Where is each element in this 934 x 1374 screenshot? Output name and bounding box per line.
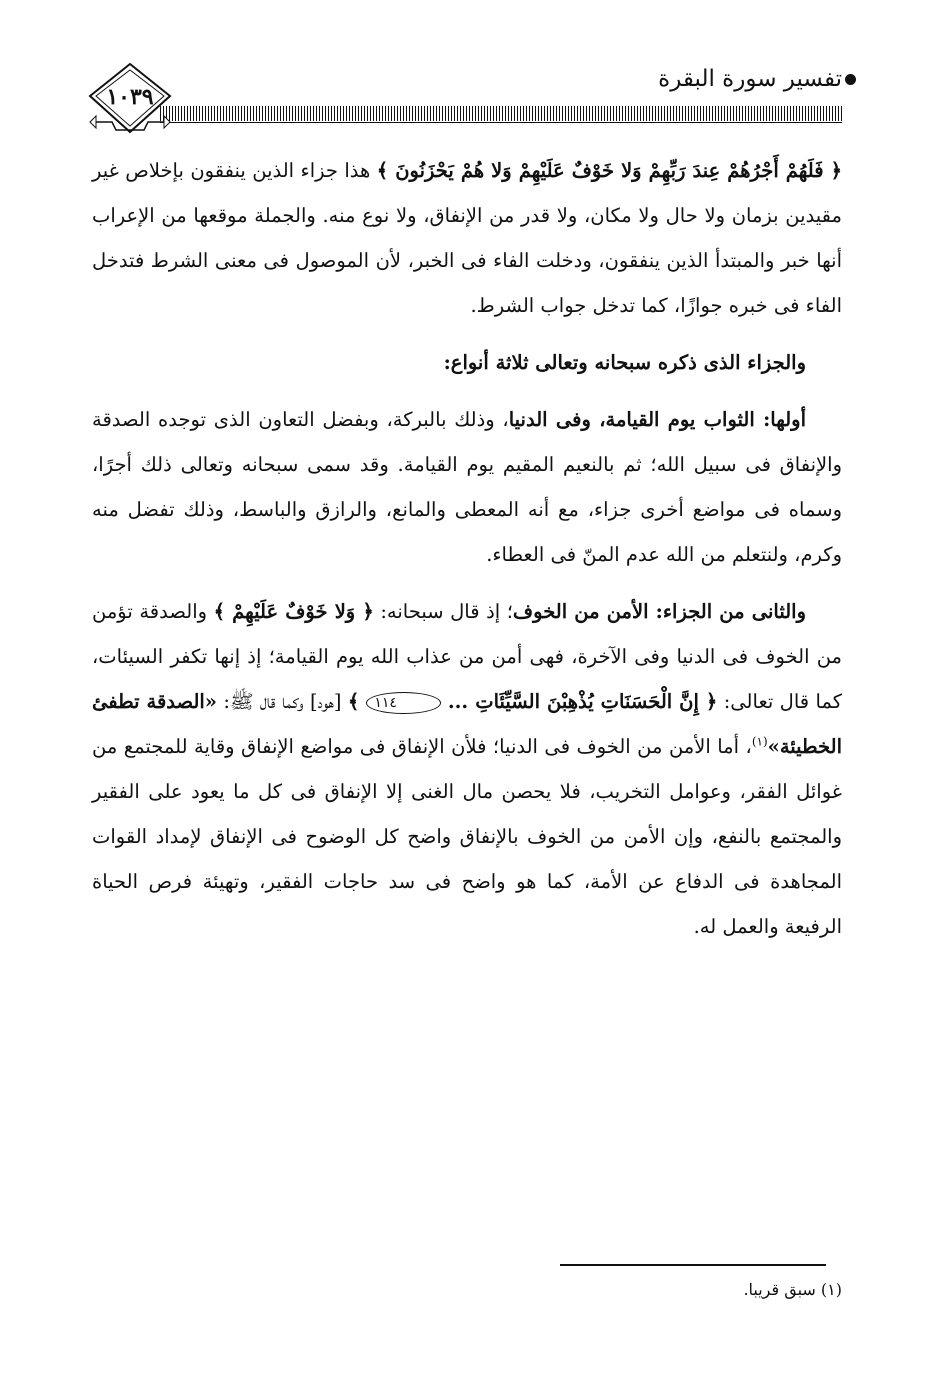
footnote-marker: (١) <box>751 734 768 749</box>
header-rule <box>160 106 842 121</box>
paragraph-lead: أولها: الثواب يوم القيامة، وفى الدنيا <box>508 408 806 431</box>
quran-quote: ﴿ وَلا خَوْفٌ عَلَيْهِمْ ﴾ <box>213 600 374 623</box>
paragraph-text: ، أما الأمن من الخوف فى الدنيا؛ فلأن الإنفاق فى مواضع الإنفاق وقاية للمجتمع من غوائل الفقر، وعوامل التخريب، فلا يحصن مال الغنى إلا الإنفاق فى كل ما يعود على الفقير والمجتمع بالنفع، وإن الأمن من الخوف بالإنفاق واضح كل الوضوح فى الإنفاق لإمداد القوات المجاهدة فى الدفاع عن الأمة، كما هو واضح فى سد حاجات الفقير، وتهيئة فرص الحياة الرفيعة والعمل له. <box>92 735 842 938</box>
paragraph-text: ؛ إذ قال سبحانه: <box>373 600 513 623</box>
hadith-quote: «الصدقة تطفئ الخطيئة» <box>92 690 842 758</box>
paragraph-text: هذا جزاء الذين ينفقون بإخلاص غير مقيدين بزمان ولا حال ولا مكان، ولا قدر من الإنفاق، ولا نوع منه. والجملة موقعها من الإعراب أنها خبر والمبتدأ الذين ينفقون، ودخلت الفاء فى الخبر، لأن الموصول فى معنى الشرط فتدخل الفاء فى خبره جوازًا، كما تدخل جواب الشرط. <box>92 159 842 317</box>
paragraph-3 <box>92 589 842 949</box>
ayah-number-badge: ١١٤ <box>366 692 441 714</box>
page-header <box>0 0 934 150</box>
paragraph-text: [هود] وكما قال ﷺ: <box>217 690 348 713</box>
footnote-divider <box>560 1264 826 1266</box>
title-ornament-icon <box>845 74 856 85</box>
quran-quote: ﴿ فَلَهُمْ أَجْرُهُمْ عِندَ رَبِّهِمْ وَلا خَوْفٌ عَلَيْهِمْ وَلا هُمْ يَحْزَنُونَ ﴾ <box>376 159 842 182</box>
quran-quote-end: ﴾ <box>347 690 367 713</box>
footnote: (١) سبق قريبا. <box>743 1280 842 1299</box>
paragraph-text: ، وذلك بالبركة، وبفضل التعاون الذى توجده الصدقة والإنفاق فى سبيل الله؛ ثم بالنعيم المقيم يوم القيامة. وقد سمى سبحانه وتعالى ذلك أجرًا، وسماه فى مواضع أخرى جزاء، مع أنه المعطى والمانع، والرازق والباسط، وذلك تفضل منه وكرم، ولنتعلم من الله عدم المنّ فى العطاء. <box>92 408 842 566</box>
quran-quote: ﴿ إِنَّ الْحَسَنَاتِ يُذْهِبْنَ السَّيِّئَاتِ ... <box>440 690 718 713</box>
page-body <box>92 148 842 949</box>
paragraph-2 <box>92 397 842 577</box>
page-title: تفسير سورة البقرة <box>658 66 842 92</box>
paragraph-lead: والثانى من الجزاء: الأمن من الخوف <box>512 600 807 623</box>
paragraph-text: والصدقة تؤمن من الخوف فى الدنيا وفى الآخرة، فهى أمن من عذاب الله يوم القيامة؛ إذ إنها تكفر السيئات، كما قال تعالى: <box>92 600 842 713</box>
paragraph-1 <box>92 148 842 328</box>
section-heading: والجزاء الذى ذكره سبحانه وتعالى ثلاثة أنواع: <box>443 351 806 374</box>
page-number: ١٠٣٩ <box>106 84 154 110</box>
header-rule-line <box>160 122 842 123</box>
